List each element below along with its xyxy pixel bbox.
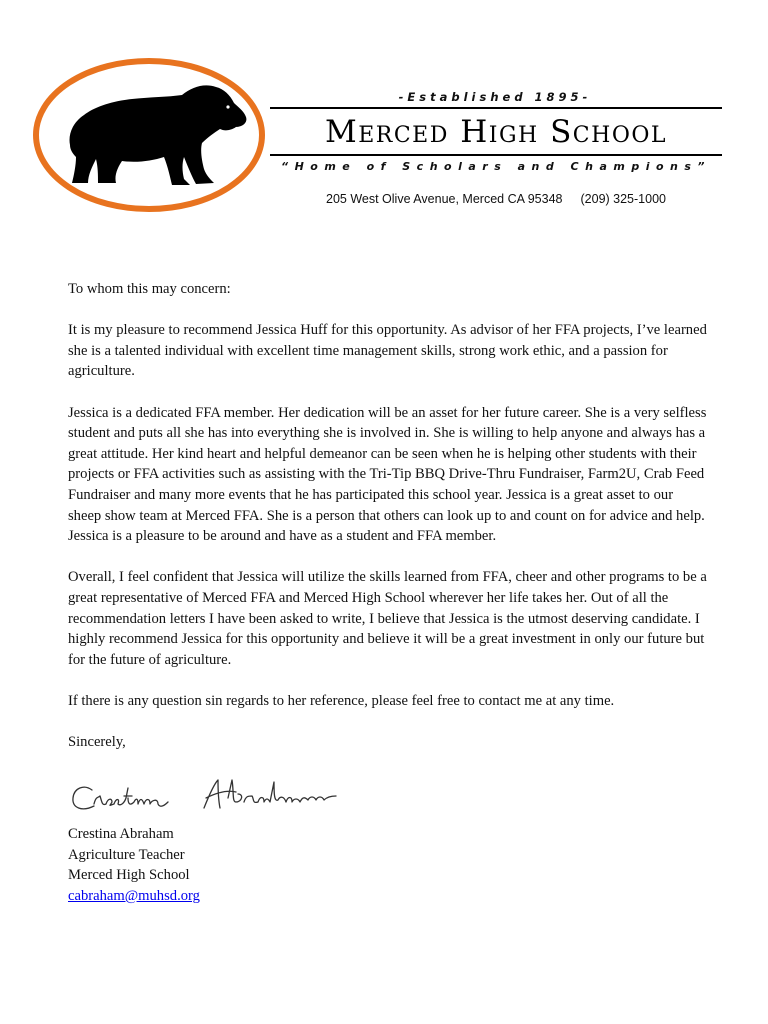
paragraph-overall: Overall, I feel confident that Jessica will utilize the skills learned from FFA, cheer and other programs to be a great representative of Merced FFA and Merced High School wherever her life takes her. Out of all the recommendation letters I have been asked to write, I believe that Jessica is the utmost deserving candidate. I highly recommend Jessica for this opportunity and believe it will be a great investment in only our future but for the future of agriculture. bbox=[68, 569, 707, 668]
signer-school: Merced High School bbox=[68, 867, 190, 884]
school-phone: (209) 325-1000 bbox=[580, 192, 666, 206]
paragraph-intro: It is my pleasure to recommend Jessica Huff for this opportunity. As advisor of her FFA projects, I’ve learned she is a talented individual with excellent time management skills, strong work ethic, and a passion for agriculture. bbox=[68, 322, 707, 380]
paragraph-dedication: Jessica is a dedicated FFA member. Her dedication will be an asset for her future career. She is a very selfless student and puts all she has into everything she is involved in. She is willing to help anyone and always has a great attitude. Her kind heart and helpful demeanor can be seen when he is helping other students with their projects or FFA activities such as assisting with the Tri-Tip BBQ Drive-Thru Fundraiser, Farm2U, Crab Feed Fundraiser and many more events that he has participated this school year. Jessica is a great asset to our sheep show team at Merced FFA. She is a person that others can look up to and count on for advice and help. Jessica is a pleasure to be around and have as a student and FFA member. bbox=[68, 404, 707, 545]
letter-body bbox=[68, 279, 708, 753]
bear-icon bbox=[32, 57, 266, 213]
signature-block bbox=[68, 824, 468, 906]
signer-email-link[interactable]: cabraham@muhsd.org bbox=[68, 887, 200, 904]
header-rule-bottom bbox=[270, 154, 722, 156]
salutation: To whom this may concern: bbox=[68, 281, 231, 297]
signer-name: Crestina Abraham bbox=[68, 826, 174, 842]
school-contact bbox=[270, 192, 722, 206]
closing: Sincerely, bbox=[68, 734, 126, 751]
school-motto: “Home of Scholars and Champions” bbox=[280, 160, 711, 173]
school-address: 205 West Olive Avenue, Merced CA 95348 bbox=[326, 192, 563, 206]
school-name: Merced High School bbox=[324, 114, 668, 150]
header-rule-top bbox=[270, 107, 722, 109]
established-line: -Established 1895- bbox=[398, 90, 592, 104]
paragraph-contact: If there is any question sin regards to her reference, please feel free to contact me at any time. bbox=[68, 692, 615, 709]
signer-title: Agriculture Teacher bbox=[68, 846, 185, 863]
signature-image bbox=[68, 768, 368, 822]
